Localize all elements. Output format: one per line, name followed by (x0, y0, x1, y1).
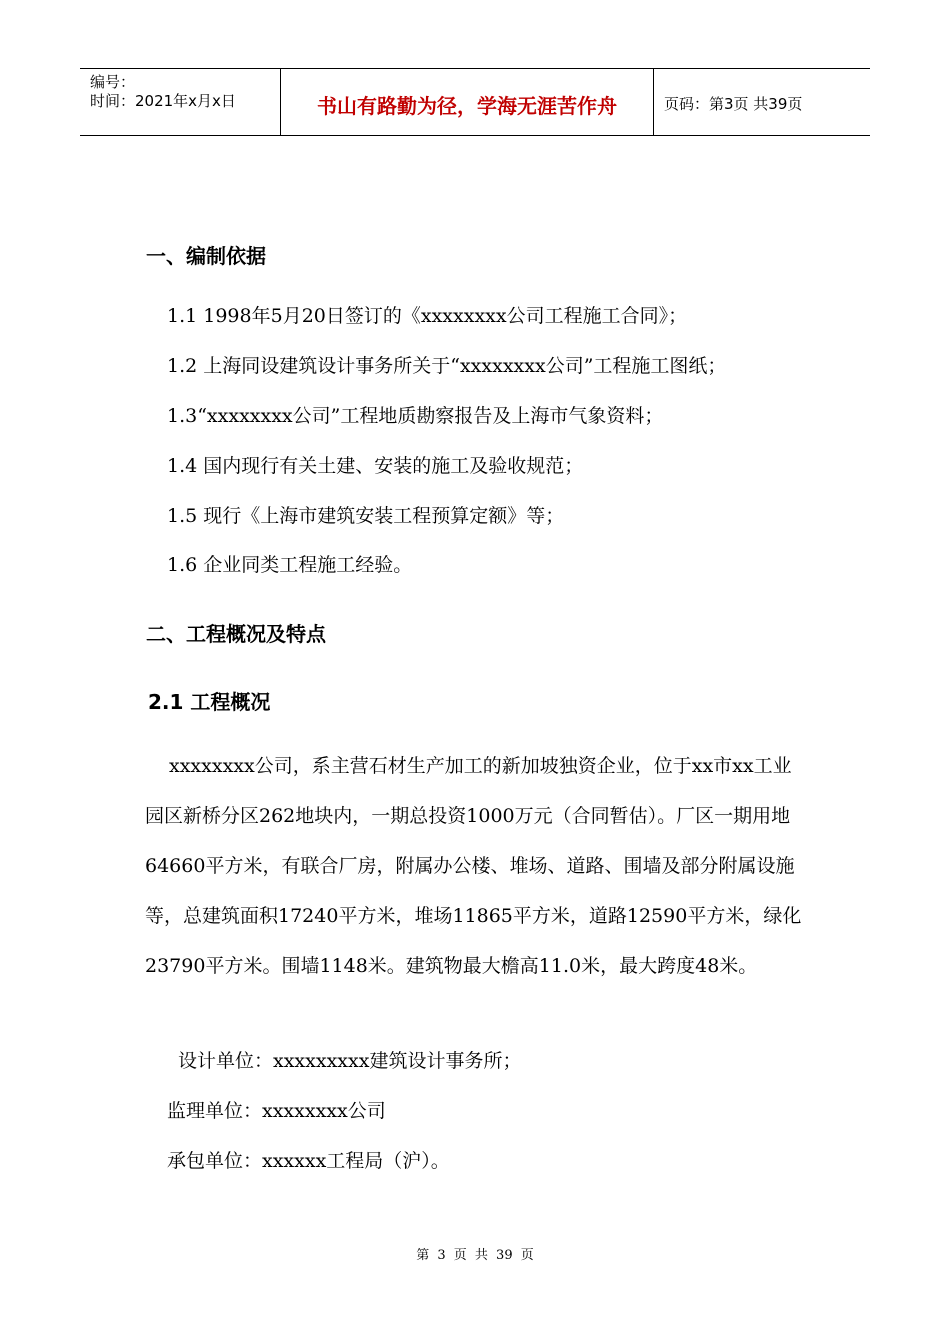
contractor-unit: 承包单位：xxxxxx工程局（沪）。 (167, 1150, 450, 1172)
basis-item: 1.2 上海同设建筑设计事务所关于“xxxxxxxx公司”工程施工图纸； (167, 355, 727, 377)
page-footer: 第 3 页 共 39 页 (416, 1248, 534, 1263)
section2-1-heading: 2.1 工程概况 (148, 690, 271, 714)
project-overview-paragraph: xxxxxxxx公司，系主营石材生产加工的新加坡独资企业，位于xx市xx工业园区新桥分区262地块内，一期总投资1000万元（合同暂估）。厂区一期用地 64660平方米，有联合厂房，附属办公楼、堆场、道路、围墙及部分附属设施等，总建筑面积17240平方米，堆场11865平方米，道路12590平方米，绿化23790平方米。围墙1148米。建筑物最大檐高11.0米，最大跨度48米。 (145, 755, 802, 977)
basis-item: 1.4 国内现行有关土建、安装的施工及验收规范； (167, 455, 584, 477)
section2-heading: 二、工程概况及特点 (146, 622, 326, 646)
basis-item: 1.1 1998年5月20日签订的《xxxxxxxx公司工程施工合同》； (167, 305, 688, 327)
page-header (80, 68, 870, 136)
header-motto: 书山有路勤为径，学海无涯苦作舟 (281, 69, 654, 135)
header-info-cell (80, 69, 281, 135)
supervision-unit: 监理单位：xxxxxxxx公司 (167, 1100, 386, 1122)
header-number: 编号： (90, 73, 136, 91)
section1-heading: 一、编制依据 (146, 244, 266, 268)
design-unit: 设计单位：xxxxxxxxx建筑设计事务所； (178, 1050, 522, 1072)
basis-item: 1.5 现行《上海市建筑安装工程预算定额》等； (167, 505, 565, 527)
basis-item: 1.6 企业同类工程施工经验。 (167, 554, 413, 576)
header-time: 时间：2021年x月x日 (90, 92, 236, 110)
basis-item: 1.3“xxxxxxxx公司”工程地质勘察报告及上海市气象资料； (167, 405, 664, 427)
header-page-number: 页码：第3页 共39页 (664, 94, 803, 113)
